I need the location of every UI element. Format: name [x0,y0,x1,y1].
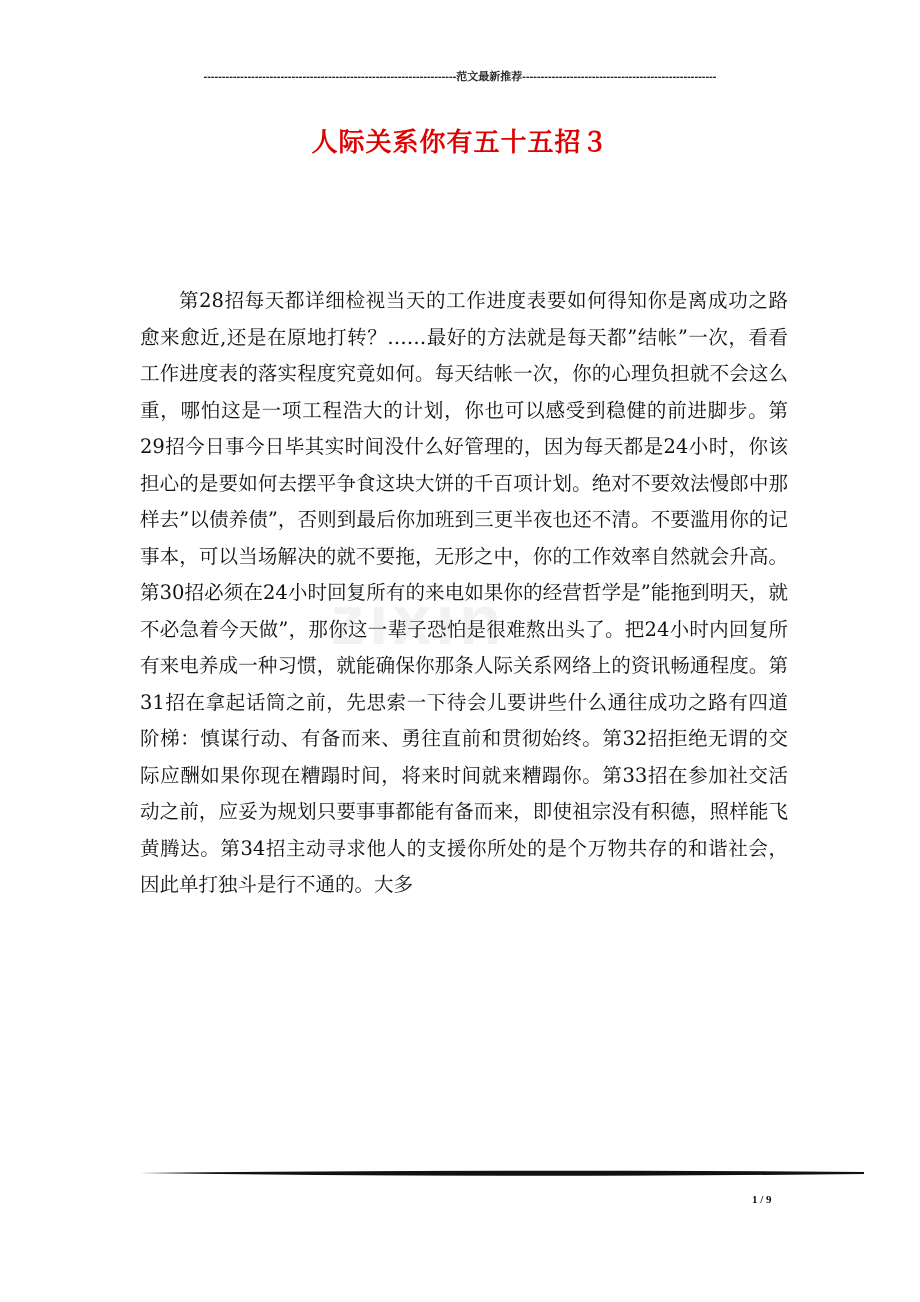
page-number: 1 / 9 [752,1194,772,1206]
footer-divider [140,1169,864,1177]
body-paragraph: 第28招每天都详细检视当天的工作进度表要如何得知你是离成功之路愈来愈近,还是在原地打转？……最好的方法就是每天都”结帐”一次，看看工作进度表的落实程度究竟如何。每天结帐一次，你的心理负担就不会这么重，哪怕这是一项工程浩大的计划，你也可以感受到稳健的前进脚步。第29招今日事今日毕其实时间没什么好管理的，因为每天都是24小时，你该担心的是要如何去摆平争食这块大饼的千百项计划。绝对不要效法慢郎中那样去”以债养债”，否则到最后你加班到三更半夜也还不清。不要滥用你的记事本，可以当场解决的就不要拖，无形之中，你的工作效率自然就会升高。第30招必须在24小时回复所有的来电如果你的经营哲学是”能拖到明天，就不必急着今天做”，那你这一辈子恐怕是很难熬出头了。把24小时内回复所有来电养成一种习惯，就能确保你那条人际关系网络上的资讯畅通程度。第31招在拿起话筒之前，先思索一下待会儿要讲些什么通往成功之路有四道阶梯：慎谋行动、有备而来、勇往直前和贯彻始终。第32招拒绝无谓的交际应酬如果你现在糟蹋时间，将来时间就来糟蹋你。第33招在参加社交活动之前，应妥为规划只要事事都能有备而来，即使祖宗没有积德，照样能飞黄腾达。第34招主动寻求他人的支援你所处的是个万物共存的和谐社会，因此单打独斗是行不通的。大多 [140,289,788,896]
watermark: zixin [330,581,506,659]
document-title: 人际关系你有五十五招３ [311,128,609,158]
page-header: ---------------------------------------------------------------------范文最新推荐----------------------------------------------------- [203,71,717,83]
